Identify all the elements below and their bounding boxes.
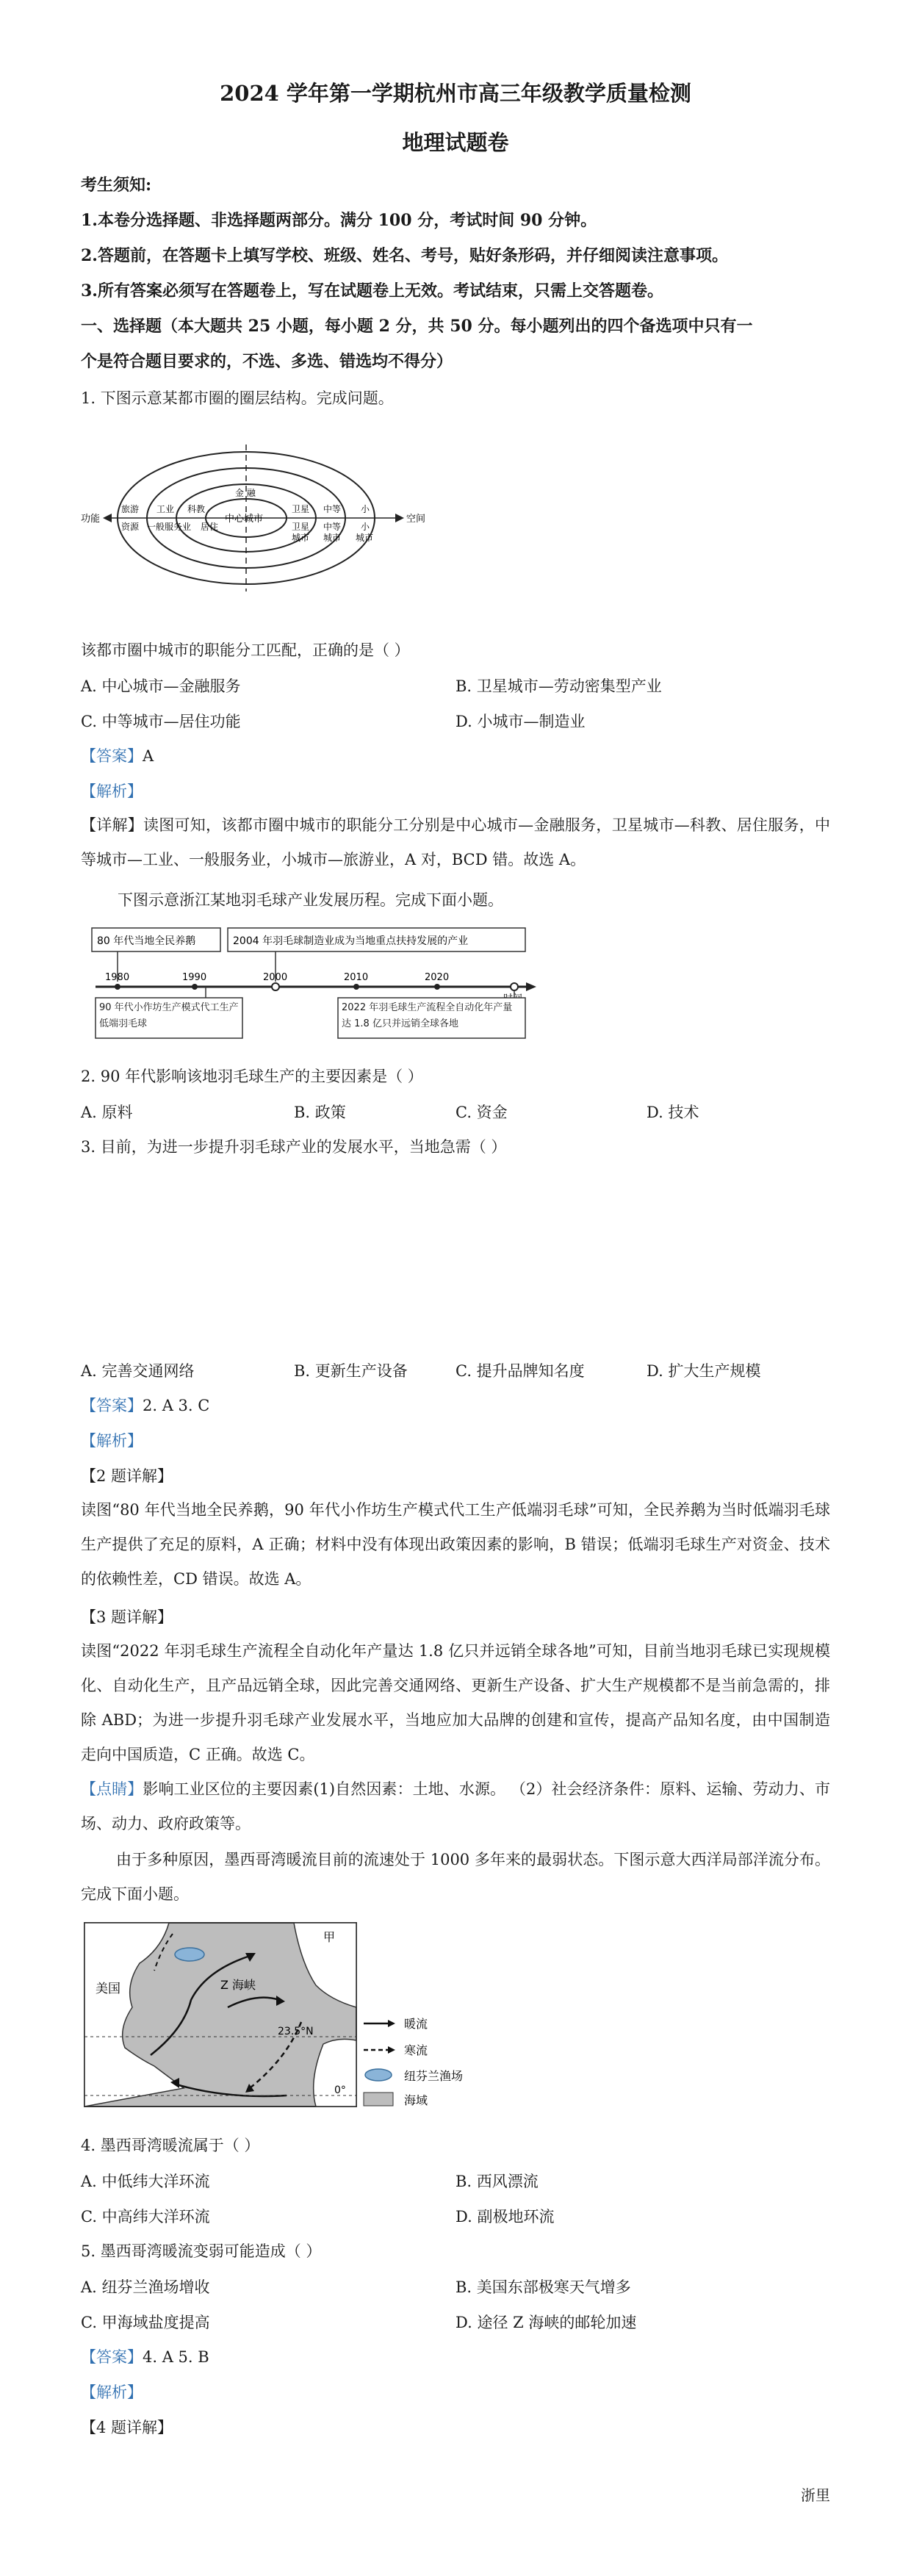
q3-detail: 读图“2022 年羽毛球生产流程全自动化年产量达 1.8 亿只并远销全球各地”可知，目前当地羽毛球已实现规模化、自动化生产，且产品远销全球，因此完善交通网络、更新生产设备、扩大生产规模都不是当前急需的，排除 ABD；为进一步提升羽毛球产业发展水平，当地应加大品牌的创建和宣传，提高产品知名度，由中国制造走向中国质造，C 正确。故选 C。 [81, 1642, 830, 1763]
sea-area-legend-icon [364, 2093, 393, 2106]
svg-text:2004 年羽毛球制造业成为当地重点扶持发展的产业: 2004 年羽毛球制造业成为当地重点扶持发展的产业 [233, 935, 469, 947]
q23-answer: 【答案】2. A 3. C [81, 1397, 210, 1414]
section-heading-line1: 一、选择题（本大题共 25 小题，每小题 2 分，共 50 分。每小题列出的四个备选项中只有一 [81, 317, 753, 336]
q3-detail-label: 【3 题详解】 [81, 1608, 173, 1626]
exam-subtitle: 地理试题卷 [402, 130, 509, 155]
q3-option-c: C. 提升品牌知名度 [455, 1362, 585, 1380]
svg-text:城市: 城市 [356, 533, 374, 543]
q23-intro: 下图示意浙江某地羽毛球产业发展历程。完成下面小题。 [118, 891, 503, 909]
svg-text:中等: 中等 [323, 504, 342, 514]
page-footer: 浙里 [801, 2486, 830, 2504]
q23-analysis-label: 【解析】 [81, 1432, 143, 1450]
svg-text:海域: 海域 [404, 2093, 428, 2107]
q2-option-a: A. 原料 [81, 1104, 133, 1121]
q4-option-c: C. 中高纬大洋环流 [81, 2208, 210, 2226]
svg-text:80 年代当地全民养鹅: 80 年代当地全民养鹅 [97, 935, 196, 947]
svg-text:中等: 中等 [323, 522, 342, 532]
svg-text:小: 小 [361, 504, 370, 514]
svg-text:小: 小 [361, 522, 370, 532]
exam-title: 2024 学年第一学期杭州市高三年级教学质量检测 [220, 81, 691, 106]
svg-text:暖流: 暖流 [404, 2017, 428, 2031]
space-label: 空间 [406, 514, 426, 525]
svg-text:一般服务业: 一般服务业 [147, 522, 192, 532]
svg-text:2020: 2020 [425, 972, 450, 983]
q1-detail: 【详解】读图可知，该都市圈中城市的职能分工分别是中心城市—金融服务，卫星城市—科教、居住服务，中等城市—工业、一般服务业，小城市—旅游业，A 对，BCD 错。故选 A。 [81, 816, 831, 868]
q5-option-a: A. 纽芬兰渔场增收 [81, 2278, 210, 2296]
svg-text:工业: 工业 [156, 504, 175, 514]
svg-text:卫星: 卫星 [292, 504, 310, 514]
equator-label: 0° [334, 2084, 346, 2096]
q5-option-c: C. 甲海域盐度提高 [81, 2314, 210, 2331]
svg-text:资源: 资源 [121, 522, 140, 532]
svg-text:1990: 1990 [182, 972, 207, 983]
metro-circle-diagram [81, 426, 433, 602]
jia-label: 甲 [323, 1930, 336, 1944]
svg-text:2010: 2010 [344, 972, 369, 983]
q1-question: 该都市圈中城市的职能分工匹配，正确的是（ ） [81, 641, 410, 659]
q1-option-a: A. 中心城市—金融服务 [81, 677, 241, 695]
atlantic-current-map [81, 1919, 492, 2112]
q1-option-c: C. 中等城市—居住功能 [81, 713, 241, 730]
q5-option-b: B. 美国东部极寒天气增多 [455, 2278, 631, 2296]
q4-detail-label: 【4 题详解】 [81, 2419, 173, 2436]
q3-option-a: A. 完善交通网络 [81, 1362, 195, 1380]
q2-option-d: D. 技术 [647, 1104, 699, 1121]
q4-stem: 4. 墨西哥湾暖流属于（ ） [81, 2137, 260, 2154]
svg-text:中心城市: 中心城市 [225, 514, 264, 525]
notice-item-3: 3.所有答案必须写在答题卷上，写在试题卷上无效。考试结束，只需上交答题卷。 [81, 281, 663, 301]
q2-option-c: C. 资金 [455, 1104, 508, 1121]
svg-text:1980: 1980 [105, 972, 130, 983]
usa-label: 美国 [96, 1982, 120, 1996]
q45-analysis-label: 【解析】 [81, 2383, 143, 2401]
q2-stem: 2. 90 年代影响该地羽毛球生产的主要因素是（ ） [81, 1068, 423, 1085]
q4-option-a: A. 中低纬大洋环流 [81, 2173, 210, 2190]
q5-stem: 5. 墨西哥湾暖流变弱可能造成（ ） [81, 2242, 322, 2260]
cold-current-icon [388, 2046, 395, 2054]
warm-current-icon [388, 2020, 395, 2027]
q4-option-b: B. 西风漂流 [455, 2173, 539, 2190]
q2-detail: 读图“80 年代当地全民养鹅，90 年代小作坊生产模式代工生产低端羽毛球”可知，全民养鹅为当时低端羽毛球生产提供了充足的原料，A 正确；材料中没有体现出政策因素的影响，B 错误；低端羽毛球生产对资金、技术的依赖性差，CD 错误。故选 A。 [81, 1501, 830, 1588]
z-strait-label: Z 海峡 [220, 1978, 256, 1992]
svg-text:金 融: 金 融 [235, 488, 256, 498]
q2-option-b: B. 政策 [294, 1104, 346, 1121]
q1-stem: 1. 下图示意某都市圈的圈层结构。完成问题。 [81, 389, 394, 407]
q45-intro: 由于多种原因，墨西哥湾暖流目前的流速处于 1000 多年来的最弱状态。下图示意大西洋局部洋流分布。完成下面小题。 [81, 1851, 830, 1903]
svg-text:科教: 科教 [187, 504, 206, 514]
q1-option-d: D. 小城市—制造业 [455, 713, 586, 730]
q3-option-d: D. 扩大生产规模 [647, 1362, 761, 1380]
svg-text:旅游: 旅游 [121, 504, 140, 514]
svg-text:寒流: 寒流 [404, 2043, 428, 2057]
q45-answer: 【答案】4. A 5. B [81, 2348, 209, 2366]
svg-text:纽芬兰渔场: 纽芬兰渔场 [404, 2069, 464, 2083]
notice-heading: 考生须知: [81, 176, 152, 195]
q4-option-d: D. 副极地环流 [455, 2208, 555, 2226]
q5-option-d: D. 途径 Z 海峡的邮轮加速 [455, 2314, 637, 2331]
function-label: 功能 [81, 514, 101, 525]
fishery-legend-icon [365, 2069, 392, 2081]
q1-analysis-label: 【解析】 [81, 782, 143, 800]
svg-text:卫星: 卫星 [292, 522, 310, 532]
q1-option-b: B. 卫星城市—劳动密集型产业 [455, 677, 662, 695]
space-arrow-icon [395, 514, 404, 522]
notice-item-1: 1.本卷分选择题、非选择题两部分。满分 100 分，考试时间 90 分钟。 [81, 211, 597, 230]
time-axis-arrow-icon [526, 982, 536, 991]
svg-text:城市: 城市 [292, 533, 310, 543]
q23-point: 【点睛】影响工业区位的主要因素(1)自然因素：土地、水源。 （2）社会经济条件：原料、运输、劳动力、市场、动力、政府政策等。 [81, 1780, 831, 1832]
q3-option-b: B. 更新生产设备 [294, 1362, 408, 1380]
section-heading-line2: 个是符合题目要求的，不选、多选、错选均不得分） [81, 352, 453, 371]
q3-stem: 3. 目前，为进一步提升羽毛球产业的发展水平，当地急需（ ） [81, 1138, 507, 1156]
newfoundland-fishery-icon [175, 1948, 204, 1961]
tropic-label: 23.5°N [278, 2026, 314, 2037]
q2-detail-label: 【2 题详解】 [81, 1467, 173, 1485]
svg-text:2000: 2000 [263, 972, 288, 983]
q1-answer: 【答案】A [81, 747, 154, 765]
svg-text:城市: 城市 [323, 533, 342, 543]
svg-text:居住: 居住 [201, 522, 219, 532]
notice-item-2: 2.答题前，在答题卡上填写学校、班级、姓名、考号，贴好条形码，并仔细阅读注意事项。 [81, 246, 728, 265]
badminton-timeline: 80 年代当地全民养鹅 2004 年羽毛球制造业成为当地重点扶持发展的产业 1980 1990 2000 2010 2020 90 年代小作坊生产模式代工生产低端羽毛球 2022 年羽毛球生产流程全自动化年产量达 1.8 亿只并远销全球各地 [81, 924, 551, 1042]
function-arrow-icon [103, 514, 112, 522]
